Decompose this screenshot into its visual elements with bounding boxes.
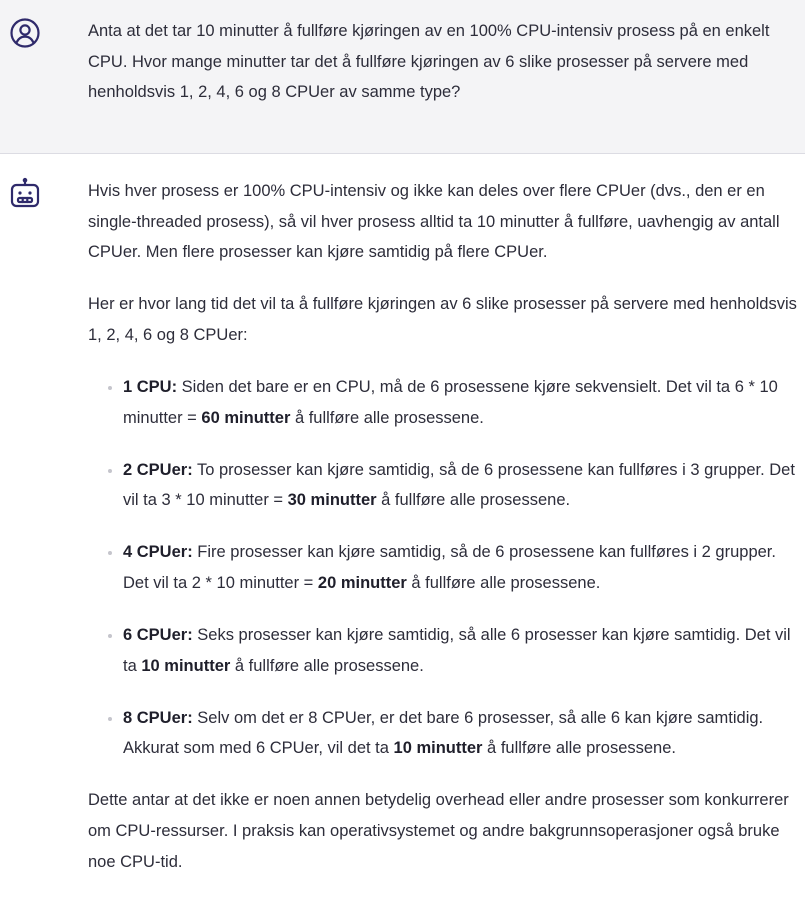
item-text-end: å fullføre alle prosessene. [230,656,424,675]
user-message [0,0,805,154]
list-item [123,372,805,433]
item-text-end: å fullføre alle prosessene. [406,573,601,592]
item-highlight: 10 minutter [141,656,231,675]
robot-icon [9,177,41,209]
item-label: 2 CPUer: [123,460,193,479]
item-text-end: å fullføre alle prosessene. [482,739,676,758]
lead-paragraph: Her er hvor lang tid det vil ta å fullføre kjøringen av 6 slike prosesser på servere med henholdsvis 1, 2, 4, 6 og 8 CPUer: [88,295,797,344]
list-item [123,703,805,764]
item-highlight: 30 minutter [287,491,377,510]
item-text: To prosesser kan kjøre samtidig, så de 6 prosessene kan fullføres i 3 grupper. Det vil ta 3 * 10 minutter = [123,460,795,510]
item-label: 8 CPUer: [123,708,193,727]
assistant-message-text [88,176,805,899]
item-text-end: å fullføre alle prosessene. [376,491,571,510]
item-text-end: å fullføre alle prosessene. [290,408,484,427]
intro-paragraph: Hvis hver prosess er 100% CPU-intensiv og ikke kan deles over flere CPUer (dvs., den er en single-threaded prosess), så vil hver prosess alltid ta 10 minutter å fullføre, uavhengig av antall CPUer. Men flere prosesser kan kjøre samtidig på flere CPUer. [88,182,780,262]
user-question: Anta at det tar 10 minutter å fullføre kjøringen av en 100% CPU-intensiv prosess på en enkelt CPU. Hvor mange minutter tar det å fullføre kjøringen av 6 slike prosesser på servere med henholdsvis 1, 2, 4, 6 og 8 CPUer av samme type? [88,22,770,102]
item-text: Seks prosesser kan kjøre samtidig, så alle 6 prosesser kan kjøre samtidig. Det vil ta [123,626,791,675]
assistant-message [0,154,805,883]
item-label: 1 CPU: [123,377,178,396]
item-text: Siden det bare er en CPU, må de 6 prosessene kjøre sekvensielt. Det vil ta 6 * 10 minutter = [123,377,778,427]
list-item [123,455,805,516]
item-label: 4 CPUer: [123,543,193,562]
outro-paragraph: Dette antar at det ikke er noen annen betydelig overhead eller andre prosesser som konkurrerer om CPU-ressurser. I praksis kan operativsystemet og andre bakgrunnsoperasjoner også bruke noe CPU-tid. [88,791,789,871]
item-highlight: 60 minutter [201,408,291,427]
list-item [123,620,805,681]
user-circle-icon [9,17,41,49]
user-message-text [88,16,805,129]
item-text: Fire prosesser kan kjøre samtidig, så de 6 prosessene kan fullføres i 2 grupper. Det vil ta 2 * 10 minutter = [123,543,776,592]
list-item [123,537,805,598]
item-highlight: 20 minutter [317,573,407,592]
item-highlight: 10 minutter [393,739,483,758]
cpu-list [88,372,805,764]
item-label: 6 CPUer: [123,626,193,645]
item-text: Selv om det er 8 CPUer, er det bare 6 prosesser, så alle 6 kan kjøre samtidig. Akkurat som med 6 CPUer, vil det ta [123,708,764,758]
